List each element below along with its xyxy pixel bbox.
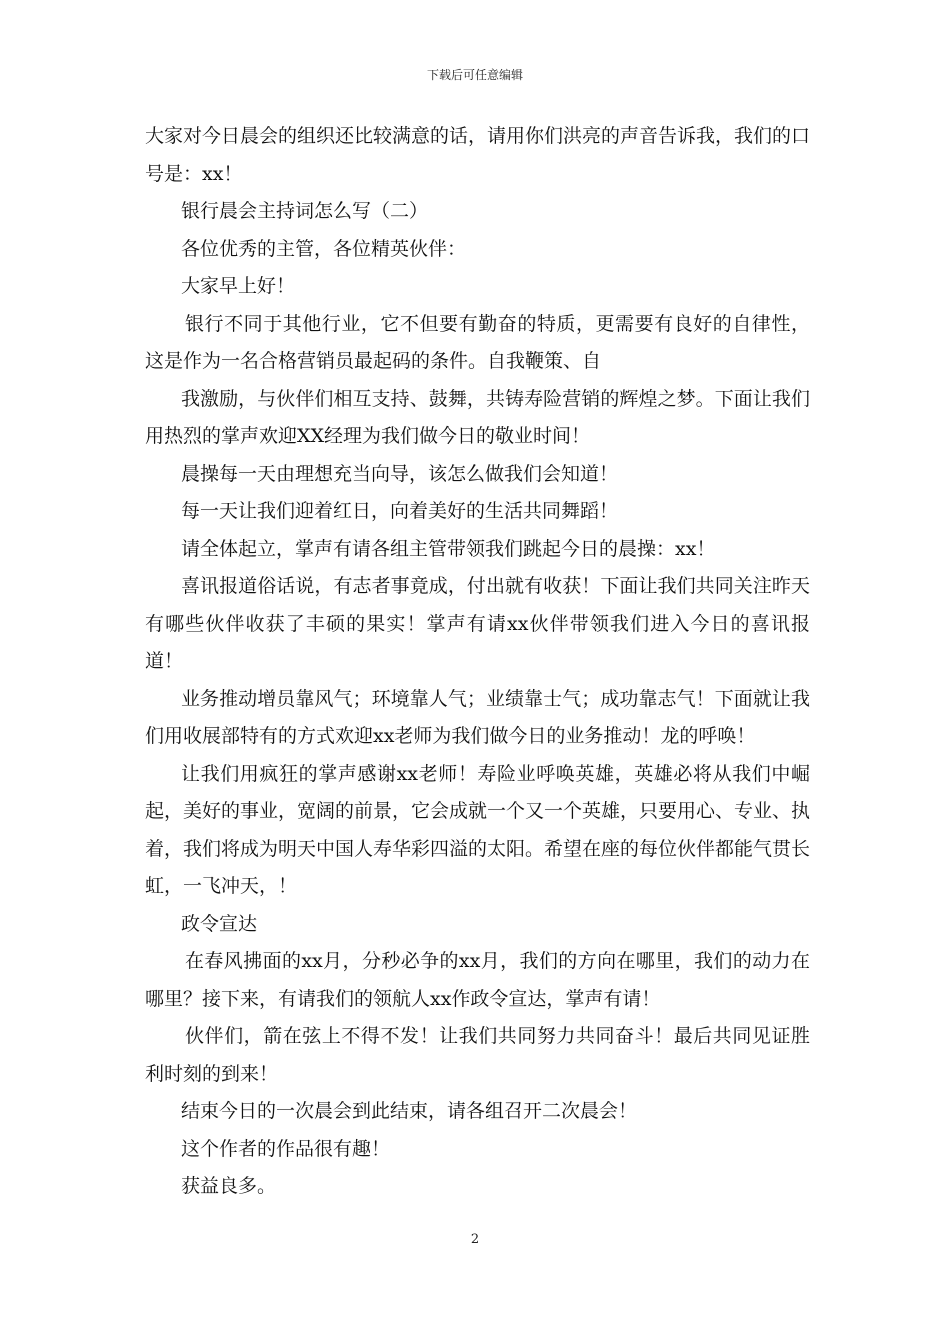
paragraph: 晨操每一天由理想充当向导，该怎么做我们会知道！ [181, 462, 619, 485]
page-header-note: 下载后可任意编辑 [426, 68, 523, 82]
paragraph: 每一天让我们迎着红日，向着美好的生活共同舞蹈！ [181, 500, 619, 522]
section-heading: 银行晨会主持词怎么写（二） [181, 200, 429, 222]
paragraph: 各位优秀的主管，各位精英伙伴： [181, 237, 467, 260]
paragraph: 喜讯报道俗话说，有志者事竟成，付出就有收获！下面让我们共同关注昨天有哪些伙伴收获了丰硕的果实！掌声有请xx伙伴带领我们进入今日的喜讯报道！ [145, 575, 810, 672]
paragraph: 银行不同于其他行业，它不但要有勤奋的特质，更需要有良好的自律性，这是作为一名合格营销员最起码的条件。自我鞭策、自 [145, 312, 810, 372]
paragraph: 让我们用疯狂的掌声感谢xx老师！寿险业呼唤英雄，英雄必将从我们中崛起，美好的事业，宽阔的前景，它会成就一个又一个英雄，只要用心、专业、执着，我们将成为明天中国人寿华彩四溢的太阳。希望在座的每位伙伴都能气贯长虹，一飞冲天，！ [145, 762, 811, 897]
paragraph: 大家早上好！ [181, 275, 296, 297]
paragraph: 获益良多。 [181, 1175, 277, 1197]
paragraph: 结束今日的一次晨会到此结束，请各组召开二次晨会！ [181, 1100, 638, 1122]
paragraph: 请全体起立，掌声有请各组主管带领我们跳起今日的晨操：xx！ [181, 537, 716, 560]
paragraph: 伙伴们，箭在弦上不得不发！让我们共同努力共同奋斗！最后共同见证胜利时刻的到来！ [145, 1025, 810, 1085]
paragraph: 在春风拂面的xx月，分秒必争的xx月，我们的方向在哪里，我们的动力在哪里？接下来，有请我们的领航人xx作政令宣达，掌声有请！ [145, 950, 810, 1010]
paragraph: 这个作者的作品很有趣！ [181, 1137, 391, 1160]
paragraph: 业务推动增员靠风气；环境靠人气；业绩靠士气；成功靠志气！下面就让我们用收展部特有的方式欢迎xx老师为我们做今日的业务推动！龙的呼唤！ [145, 687, 810, 747]
section-heading: 政令宣达 [181, 912, 258, 935]
page-number: 2 [470, 1232, 480, 1247]
paragraph: 我激励，与伙伴们相互支持、鼓舞，共铸寿险营销的辉煌之梦。下面让我们用热烈的掌声欢迎XX经理为我们做今日的敬业时间！ [145, 387, 810, 447]
paragraph: 大家对今日晨会的组织还比较满意的话，请用你们洪亮的声音告诉我，我们的口号是：xx！ [145, 125, 811, 185]
document-body [145, 118, 810, 1206]
